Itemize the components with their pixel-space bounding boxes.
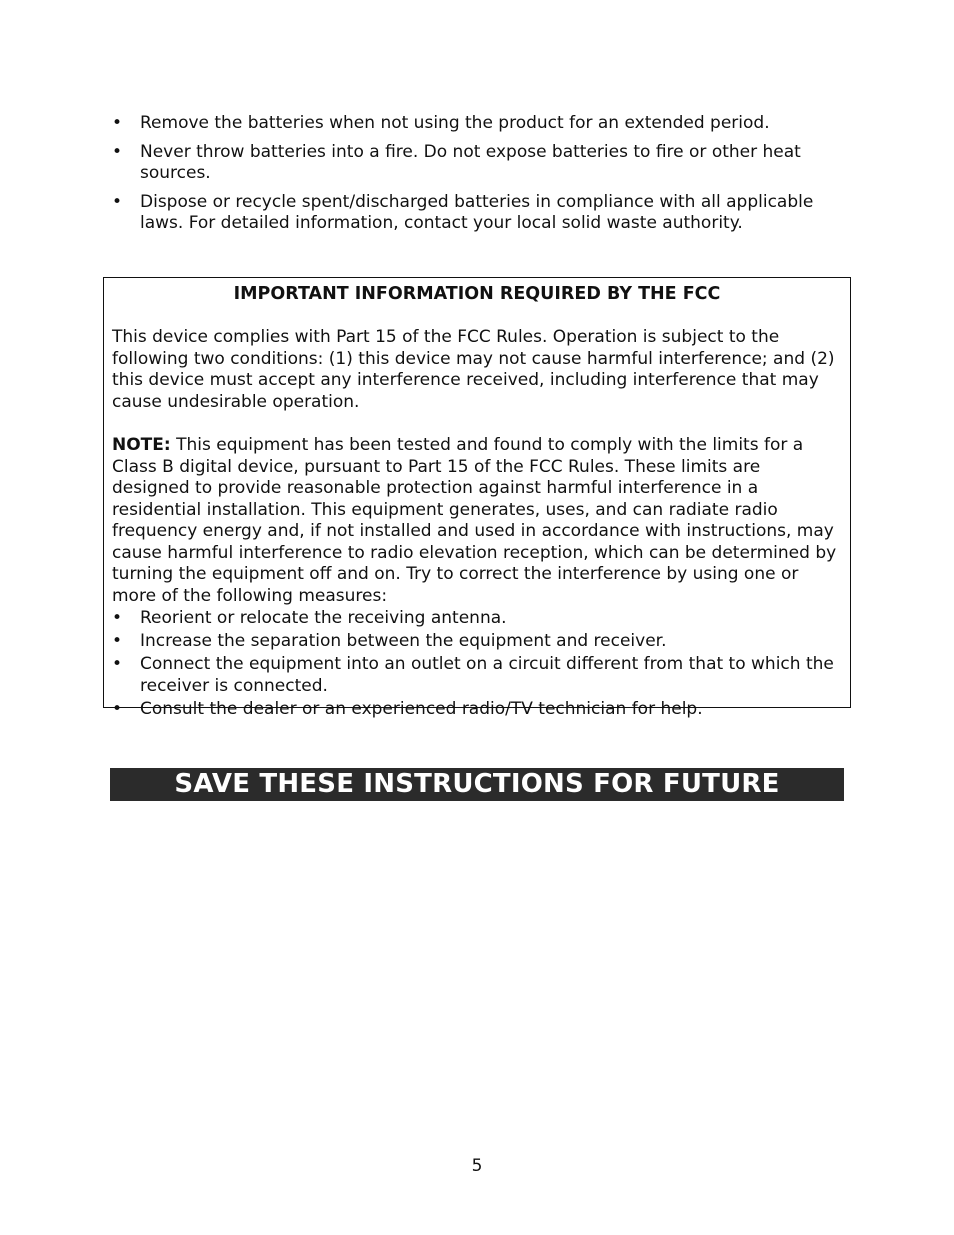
list-item-text: Never throw batteries into a fire. Do not expose batteries to fire or other heat sources. <box>140 141 801 183</box>
fcc-measures-list <box>112 608 842 720</box>
list-item-text: Connect the equipment into an outlet on a circuit different from that to which the receiver is connected. <box>140 654 834 696</box>
list-item-text: Dispose or recycle spent/discharged batteries in compliance with all applicable laws. For detailed information, contact your local solid waste authority. <box>140 191 814 233</box>
list-item <box>112 142 852 185</box>
page-number: 5 <box>471 1156 483 1176</box>
bullet-glyph: • <box>112 141 123 162</box>
note-text: This equipment has been tested and found to comply with the limits for a Class B digital device, pursuant to Part 15 of the FCC Rules. These limits are designed to provide reasonable protection against harmful interference in a residential installation. This equipment generates, uses, and can radiate radio frequency energy and, if not installed and used in accordance with instructions, may cause harmful interference to radio elevation reception, which can be determined by turning the equipment off and on. Try to correct the interference by using one or more of the following measures: <box>112 435 837 606</box>
list-item <box>112 192 852 235</box>
list-item-text: Remove the batteries when not using the product for an extended period. <box>140 113 770 133</box>
list-item-text: Increase the separation between the equipment and receiver. <box>140 631 667 651</box>
bullet-glyph: • <box>112 191 123 212</box>
note-label: NOTE: <box>112 435 171 455</box>
battery-safety-list <box>112 113 852 242</box>
bullet-glyph: • <box>112 631 123 651</box>
fcc-compliance-paragraph: This device complies with Part 15 of the FCC Rules. Operation is subject to the following two conditions: (1) this device may not cause harmful interference; and (2) this device must accept any interference received, including interference that may cause undesirable operation. <box>112 327 835 412</box>
bullet-glyph: • <box>112 608 123 628</box>
bullet-glyph: • <box>112 654 123 674</box>
list-item <box>112 608 842 630</box>
fcc-notice-box <box>103 277 851 719</box>
bullet-glyph: • <box>112 113 123 133</box>
fcc-note-paragraph <box>112 435 842 607</box>
list-item-text: Reorient or relocate the receiving antenna. <box>140 608 507 628</box>
save-instructions-banner: SAVE THESE INSTRUCTIONS FOR FUTURE REFERENCE <box>110 768 844 801</box>
list-item <box>112 113 852 135</box>
bullet-glyph: • <box>112 698 123 719</box>
list-item <box>112 699 842 721</box>
list-item <box>112 631 842 653</box>
fcc-title: IMPORTANT INFORMATION REQUIRED BY THE FCC <box>233 284 721 304</box>
list-item-text: Consult the dealer or an experienced radio/TV technician for help. <box>140 698 703 719</box>
list-item <box>112 654 842 697</box>
